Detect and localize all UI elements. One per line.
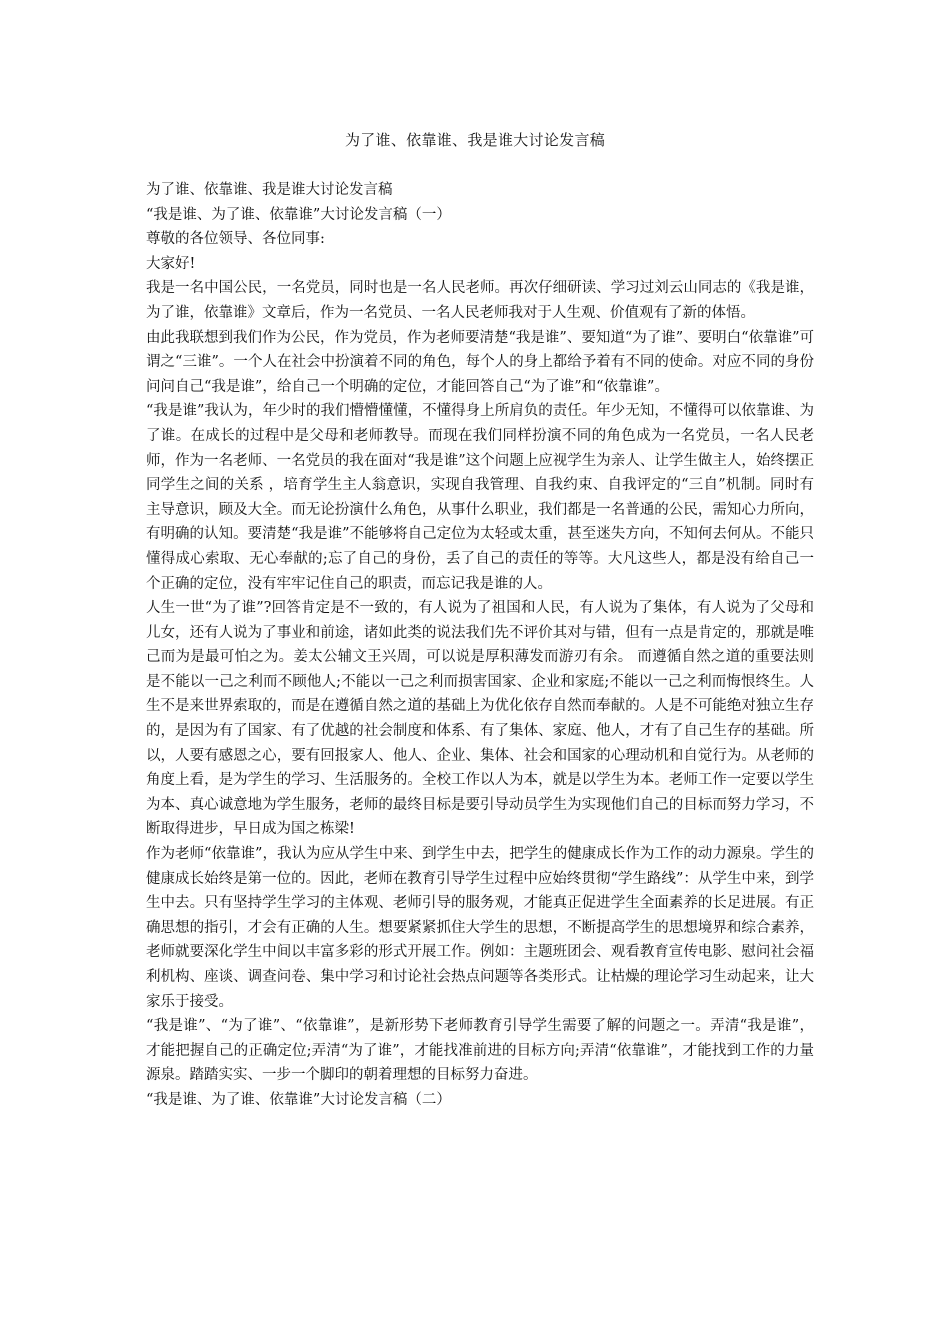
paragraph-subheading-two: “我是谁、为了谁、依靠谁”大讨论发言稿（二） [146, 1091, 451, 1108]
paragraph-subheading-one: “我是谁、为了谁、依靠谁”大讨论发言稿（一） [146, 206, 451, 223]
paragraph: “我是谁”我认为，年少时的我们懵懵懂懂，不懂得身上所肩负的责任。年少无知，不懂得可以依靠谁、为了谁。在成长的过程中是父母和老师教导。而现在我们同样扮演不同的角色成为一名党员，一名人民老师，作为一名老师、一名党员的我在面对“我是谁”这个问题上应视学生为亲人、让学生做主人，始终摆正同学生之间的关系 ，培育学生主人翁意识，实现自我管理、自我约束、自我评定的“三自”机制。同时有主导意识，顾及大全。而无论扮演什么角色，从事什么职业，我们都是一名普通的公民，需知心力所向，有明确的认知。要清楚“我是谁”不能够将自己定位为太轻或太重，甚至迷失方向，不知何去何从。不能只懂得成心索取、无心奉献的;忘了自己的身份，丢了自己的责任的等等。大凡这些人，都是没有给自己一个正确的定位，没有牢牢记住自己的职责，而忘记我是谁的人。 [146, 403, 814, 592]
paragraph: “我是谁”、“为了谁”、“依靠谁”，是新形势下老师教育引导学生需要了解的问题之一。弄清“我是谁”，才能把握自己的正确定位;弄清“为了谁”，才能找准前进的目标方向;弄清“依靠谁”，才能找到工作的力量源泉。踏踏实实、一步一个脚印的朝着理想的目标努力奋进。 [146, 1018, 814, 1084]
document-title: 为了谁、依靠谁、我是谁大讨论发言稿 [344, 131, 606, 149]
paragraph: 作为老师“依靠谁”，我认为应从学生中来、到学生中去，把学生的健康成长作为工作的动力源泉。学生的健康成长始终是第一位的。因此，老师在教育引导学生过程中应始终贯彻“学生路线”：从学生中来，到学生中去。只有坚持学生学习的主体观、老师引导的服务观，才能真正促进学生全面素养的长足进展。有正确思想的指引，才会有正确的人生。想要紧紧抓住大学生的思想，不断提高学生的思想境界和综合素养，老师就要深化学生中间以丰富多彩的形式开展工作。例如：主题班团会、观看教育宣传电影、慰问社会福利机构、座谈、调查问卷、集中学习和讨论社会热点问题等各类形式。让枯燥的理论学习生动起来，让大家乐于接受。 [146, 846, 814, 1010]
paragraph: 人生一世“为了谁”?回答肯定是不一致的，有人说为了祖国和人民，有人说为了集体，有人说为了父母和儿女，还有人说为了事业和前途，诸如此类的说法我们先不评价其对与错，但有一点是肯定的，那就是唯己而为是最可怕之为。姜太公辅文王兴周，可以说是厚积薄发而游刃有余。 而遵循自然之道的重要法则是不能以一己之利而不顾他人;不能以一己之利而损害国家、企业和家庭;不能以一己之利而悔恨终生。人生不是来世界索取的，而是在遵循自然之道的基础上为优化依存自然而奉献的。人是不可能绝对独立生存的，是因为有了国家、有了优越的社会制度和体系、有了集体、家庭、他人，才有了自己生存的基础。所以，人要有感恩之心，要有回报家人、他人、企业、集体、社会和国家的心理动机和自觉行为。从老师的角度上看，是为学生的学习、生活服务的。全校工作以人为本，就是以学生为本。老师工作一定要以学生为本、真心诚意地为学生服务，老师的最终目标是要引导动员学生为实现他们自己的目标而努力学习，不断取得进步，早日成为国之栋梁! [146, 600, 814, 838]
document-body [146, 178, 814, 1113]
paragraph-heading: 为了谁、依靠谁、我是谁大讨论发言稿 [146, 182, 393, 198]
paragraph-salutation: 尊敬的各位领导、各位同事: [146, 231, 325, 248]
paragraph: 由此我联想到我们作为公民，作为党员，作为老师要清楚“我是谁”、要知道“为了谁”、要明白“依靠谁”可谓之“三谁”。一个人在社会中扮演着不同的角色，每个人的身上都给予着有不同的使命。对应不同的身份问问自己“我是谁”，给自己一个明确的定位，才能回答自己“为了谁”和“依靠谁”。 [146, 329, 814, 395]
paragraph-greeting: 大家好! [146, 255, 196, 272]
paragraph: 我是一名中国公民，一名党员，同时也是一名人民老师。再次仔细研读、学习过刘云山同志的《我是谁，为了谁，依靠谁》文章后，作为一名党员、一名人民老师我对于人生观、价值观有了新的体悟。 [146, 280, 814, 321]
